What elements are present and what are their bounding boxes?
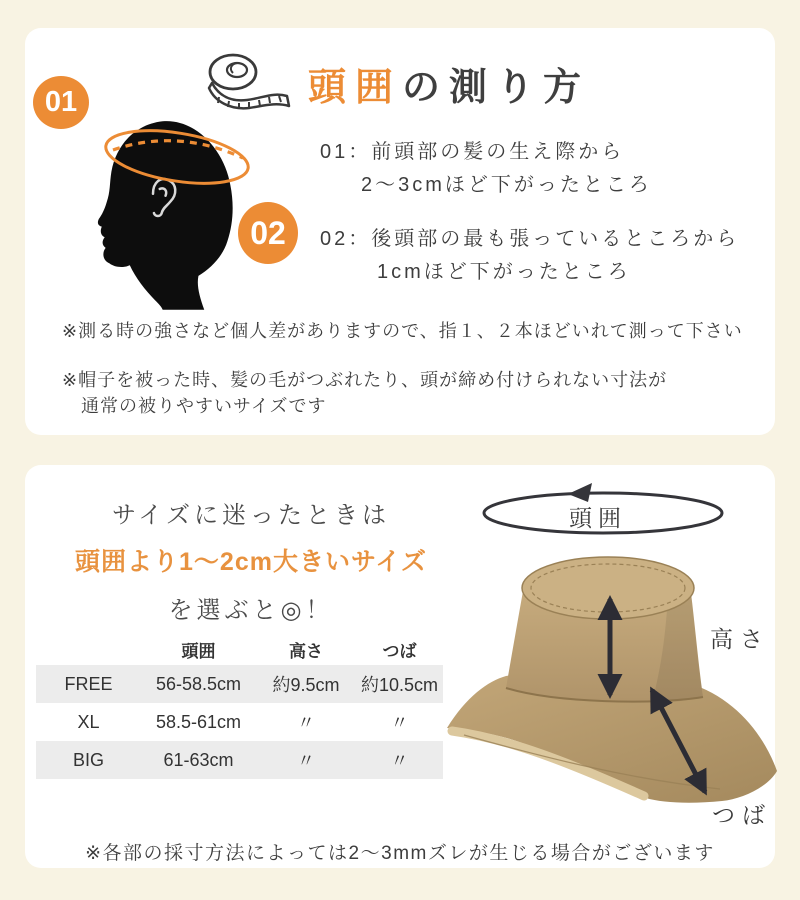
- measure-note-1: ※測る時の強さなど個人差がありますので、指１、２本ほどいれて測って下さい: [62, 321, 743, 341]
- measure-note-2a: ※帽子を被った時、髪の毛がつぶれたり、頭が締め付けられない寸法が: [62, 370, 668, 390]
- advice-line-2: 頭囲より1〜2cm大きいサイズ: [75, 548, 427, 576]
- cell-size: FREE: [64, 673, 113, 694]
- cell-height: 約9.5cm: [272, 675, 340, 695]
- cell-brim: 約10.5cm: [360, 675, 439, 695]
- cell-brim: 〃: [390, 751, 409, 771]
- size-note: ※各部の採寸方法によっては2〜3mmズレが生じる場合がございます: [85, 843, 715, 864]
- size-advice: [35, 495, 467, 625]
- step1-line1: 01：前頭部の髪の生え際から: [320, 141, 625, 163]
- measuring-tape-icon: [203, 52, 295, 112]
- title-rest: の測り方: [402, 67, 591, 109]
- cell-height: 〃: [297, 713, 315, 733]
- size-card: [25, 465, 775, 868]
- cell-brim: 〃: [390, 713, 409, 733]
- title-highlight: 頭囲: [308, 67, 403, 109]
- header-cell-circumference: 頭囲: [181, 641, 216, 661]
- hat-label-height: 高さ: [710, 626, 770, 652]
- measure-note-2b: 通常の被りやすいサイズです: [81, 396, 327, 416]
- cell-circumference: 61-63cm: [163, 749, 234, 770]
- header-cell-brim: つば: [382, 641, 417, 661]
- step-badge-01: [33, 76, 89, 129]
- size-table: [36, 633, 443, 779]
- size-table-header: [36, 633, 443, 665]
- step-badge-02-label: 02: [250, 214, 286, 251]
- table-row-big: [36, 741, 443, 779]
- table-row-xl: [36, 703, 443, 741]
- step-badge-02: [238, 202, 298, 264]
- step1-line2: 2〜3cmほど下がったところ: [361, 174, 652, 196]
- step-badge-01-label: 01: [44, 86, 78, 118]
- advice-line-1: サイズに迷ったときは: [111, 502, 391, 529]
- cell-circumference: 56-58.5cm: [155, 673, 242, 694]
- cell-height: 〃: [297, 751, 315, 771]
- table-row-free: [36, 665, 443, 703]
- head-measure-ellipse: [101, 124, 253, 190]
- hat-figure: [440, 473, 790, 835]
- header-cell-height: 高さ: [289, 641, 323, 661]
- step2-line2: 1cmほど下がったところ: [377, 261, 631, 283]
- cell-circumference: 58.5-61cm: [155, 711, 242, 732]
- hat-label-brim: つば: [712, 802, 772, 828]
- advice-line-3: を選ぶと◎！: [168, 597, 334, 624]
- cell-size: XL: [77, 711, 100, 732]
- cell-size: BIG: [72, 749, 104, 770]
- page-title: [308, 56, 590, 111]
- measure-card: [25, 28, 775, 435]
- step2-line1: 02：後頭部の最も張っているところから: [320, 228, 740, 250]
- hat-label-circumference: 頭囲: [569, 505, 627, 531]
